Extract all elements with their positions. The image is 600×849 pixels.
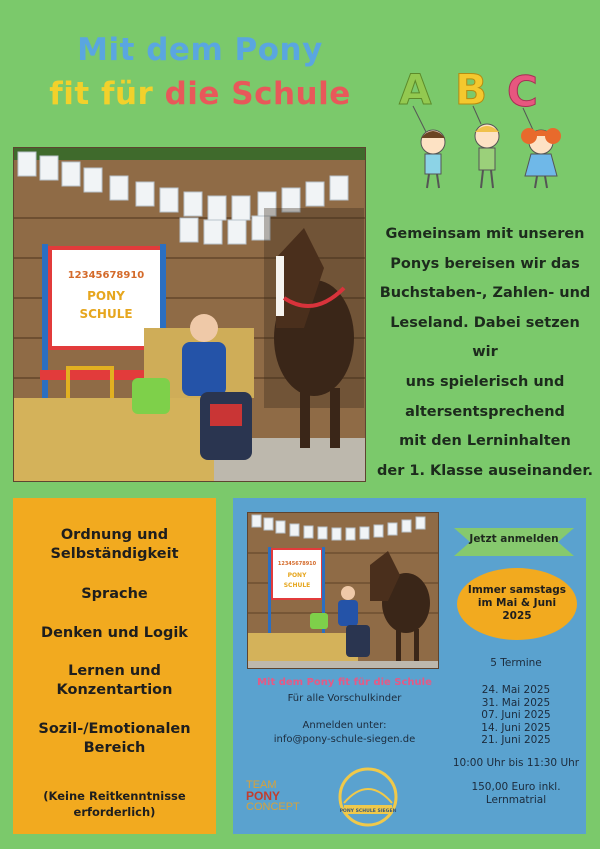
intro-line: Leseland. Dabei setzen wir [390,314,580,361]
easel-text-pony: PONY [87,289,125,303]
intro-line: Buchstaben-, Zahlen- und [379,285,591,302]
title-part-fit: fit für [49,76,154,112]
letter-a: A [399,65,432,114]
topic-line: Ordnung und [60,527,169,543]
flyer-register-label: Anmelden unter: [302,720,387,731]
intro-text [375,220,595,486]
session-date: 07. Juni 2025 [481,709,551,722]
topic-line: Bereich [83,740,146,756]
session-date: 21. Juni 2025 [481,734,551,747]
main-photo-stable [13,147,366,482]
schedule-line: im Mai & Juni [477,597,557,609]
topic-line: Sprache [81,586,148,602]
flyer-email[interactable]: info@pony-schule-siegen.de [273,734,416,745]
intro-line: mit den Lerninhalten [399,433,571,450]
logo-line: CONCEPT [246,801,300,813]
easel-number-strip: 12345678910 [67,270,145,281]
sessions-count: 5 Termine [490,657,542,669]
intro-line: altersentsprechend [405,403,565,420]
price-line: Lernmatrial [485,794,547,806]
topic-ordnung [13,526,216,564]
flyer-easel-number-strip: 12345678910 [277,561,317,567]
intro-line: Ponys bereisen wir das [390,255,580,272]
learning-topics-panel [13,498,216,834]
title-part-schule: die Schule [164,76,351,112]
page-title-line1: Mit dem Pony [77,32,323,68]
topic-sozial [13,720,216,758]
pony-schule-siegen-logo [336,765,400,829]
session-date: 14. Juni 2025 [481,721,551,734]
page-title-line2 [0,76,400,112]
register-now-label[interactable]: Jetzt anmelden [469,533,559,545]
intro-line: Gemeinsam mit unseren [385,226,585,242]
riding-note [13,788,216,820]
topic-line: Konzentartion [56,682,173,698]
flyer-audience: Für alle Vorschulkinder [287,693,402,704]
topic-line: Sozil-/Emotionalen [38,721,191,737]
session-date: 31. Mai 2025 [481,696,551,709]
flyer-easel-schule: SCHULE [283,582,311,589]
note-line: erforderlich) [73,805,156,819]
schedule-line: 2025 [502,610,532,622]
schedule-text [457,584,577,623]
flyer-photo [247,512,439,669]
price-line: 150,00 Euro inkl. [471,781,561,793]
letter-b: B [455,65,488,114]
note-line: (Keine Reitkenntnisse [43,789,186,803]
price-info [446,781,586,807]
schedule-line: Immer samstags [467,584,567,596]
team-pony-concept-logo [246,780,318,813]
session-dates [446,684,586,747]
logo-line: TEAM [246,779,277,791]
easel-text-schule: SCHULE [79,307,133,321]
topic-line: Lernen und [68,663,161,679]
topic-line: Selbständigkeit [50,546,179,562]
topic-lernen [13,662,216,700]
topic-line: Denken und Logik [41,625,188,641]
letter-c: C [507,67,538,116]
flyer-easel-pony: PONY [287,572,307,579]
flyer-headline: Mit dem Pony fit für die Schule [257,677,432,688]
session-date: 24. Mai 2025 [481,684,551,696]
intro-line: uns spielerisch und [405,373,565,390]
topic-sprache [13,585,216,604]
topic-denken [13,624,216,643]
logo-school-text: PONY SCHULE SIEGEN [339,809,397,814]
session-time: 10:00 Uhr bis 11:30 Uhr [452,757,580,769]
logo-line: PONY [246,789,281,803]
intro-line: der 1. Klasse auseinander. [377,462,593,479]
abc-kids-illustration [395,62,570,192]
